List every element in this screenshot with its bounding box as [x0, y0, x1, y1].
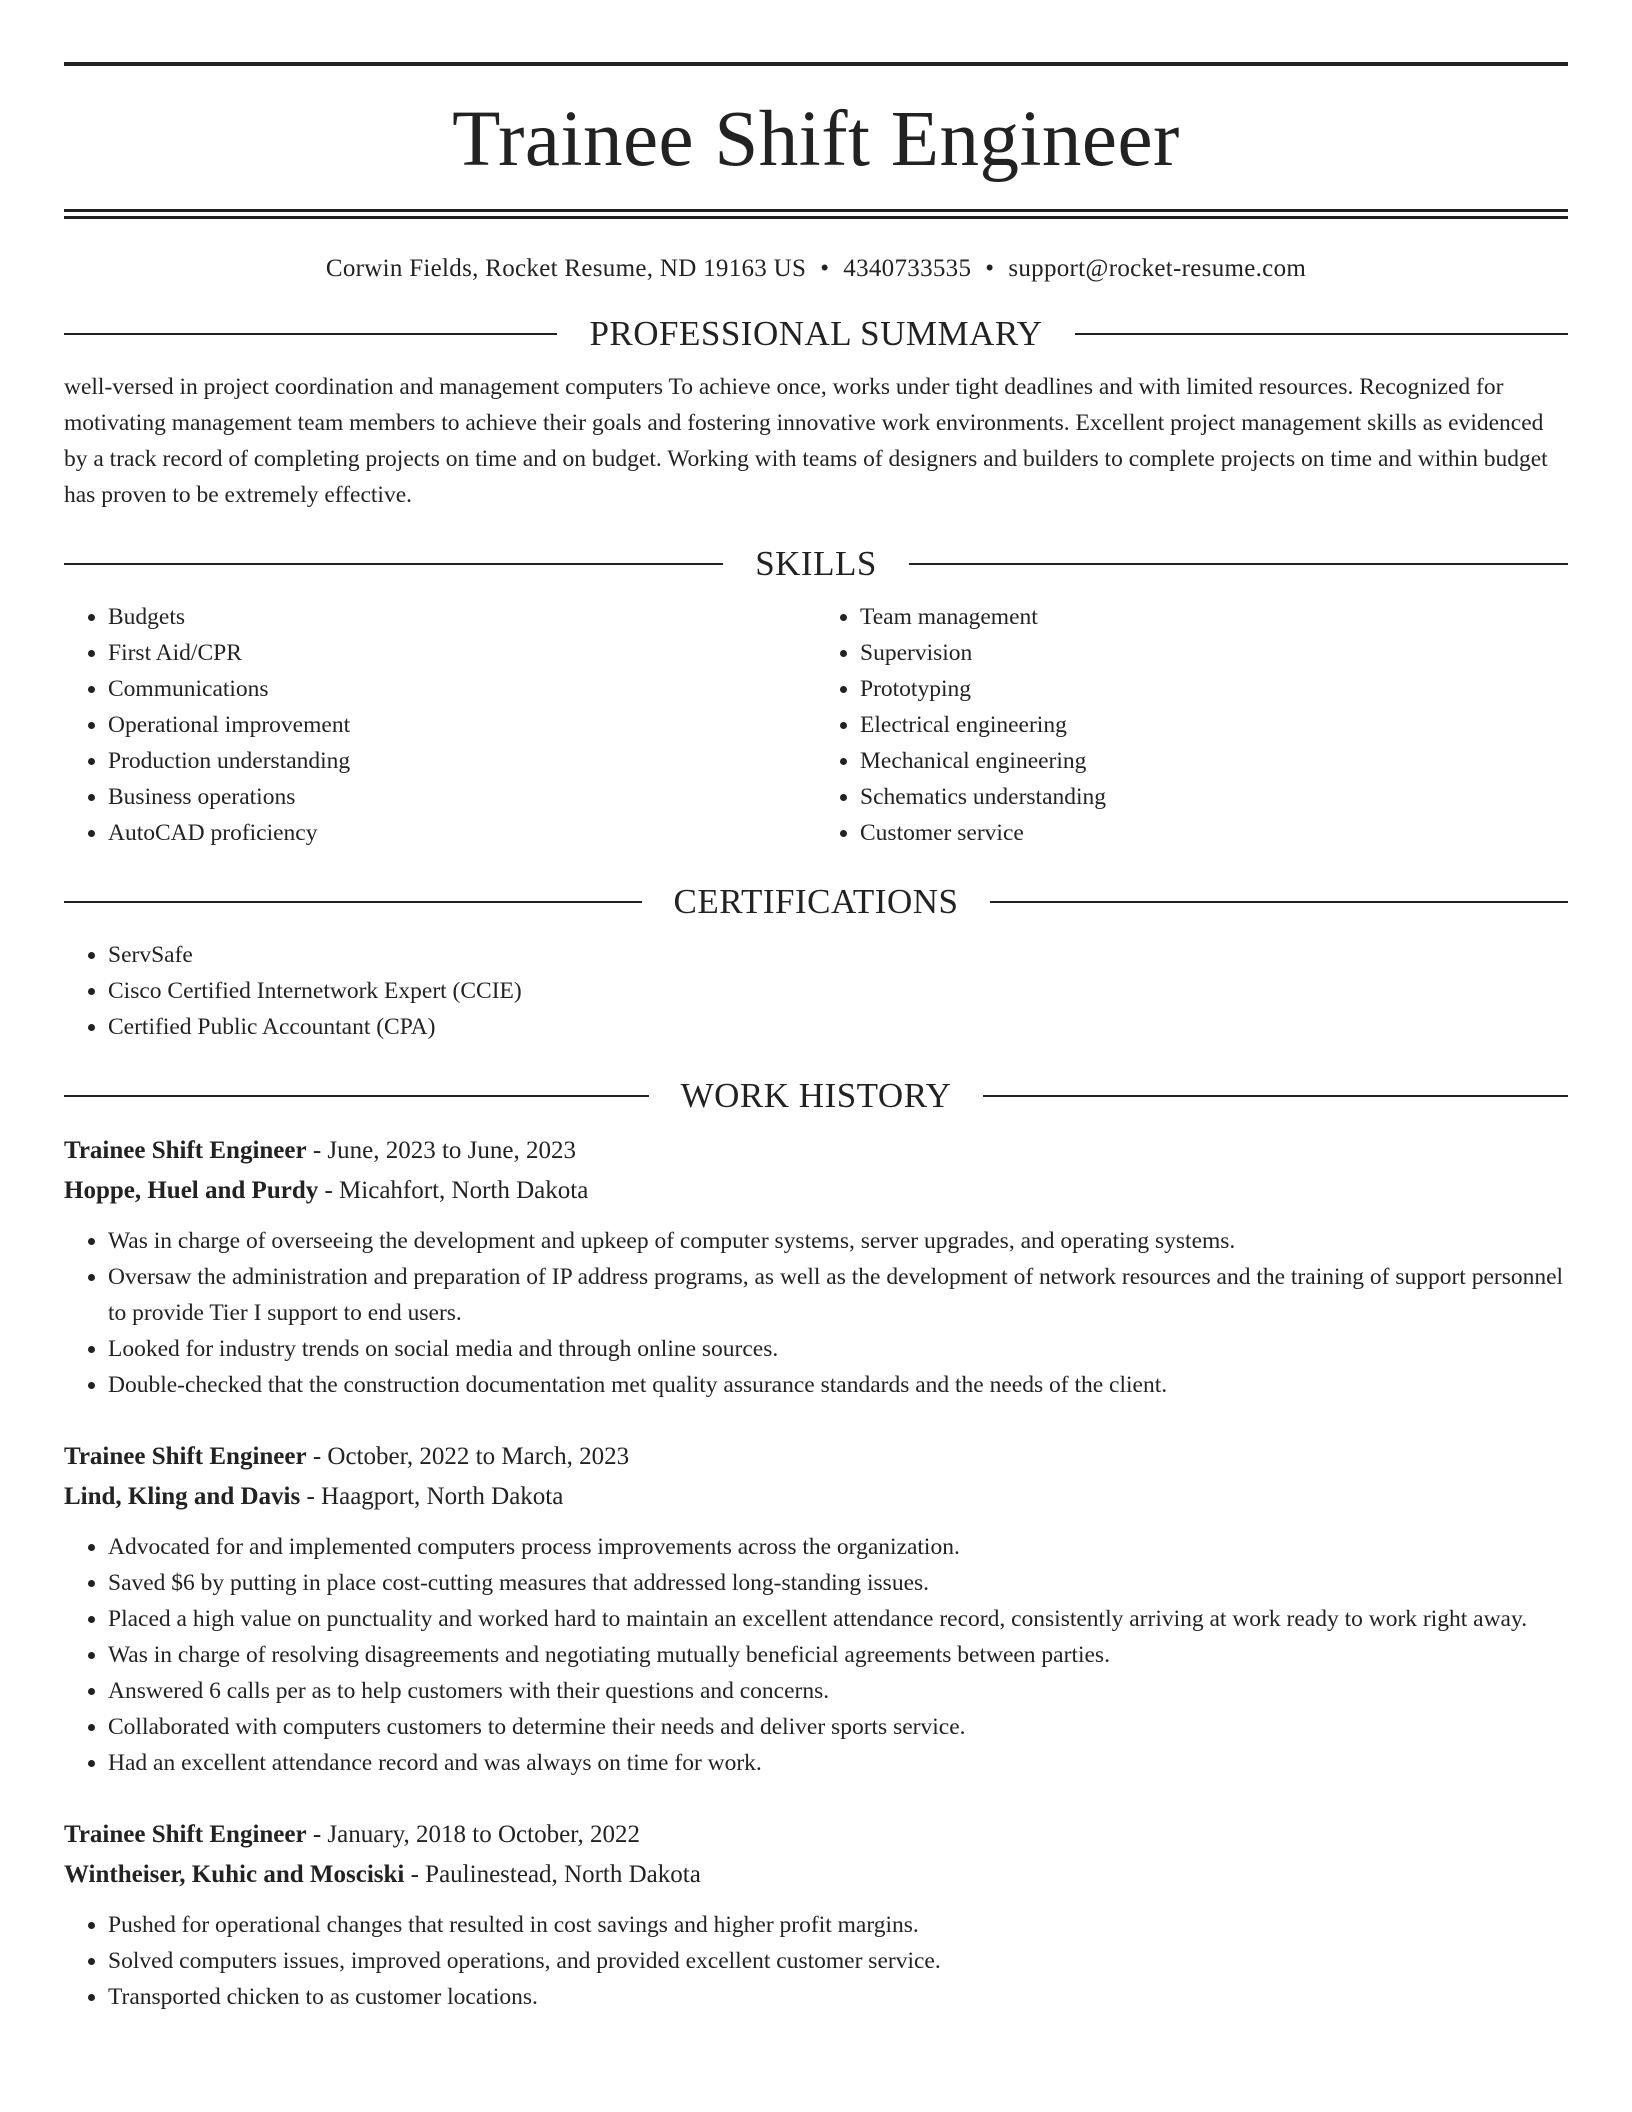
- certification-item: • Cisco Certified Internetwork Expert (CCIE): [108, 973, 1568, 1009]
- job-entry: [64, 1437, 1568, 1781]
- job-location: - Paulinestead, North Dakota: [404, 1861, 701, 1888]
- work-section-header: [64, 1075, 1568, 1117]
- job-dates: - October, 2022 to March, 2023: [306, 1443, 630, 1470]
- job-bullet: • Looked for industry trends on social media and through online sources.: [108, 1331, 1568, 1367]
- job-bullet: • Answered 6 calls per as to help customers with their questions and concerns.: [108, 1673, 1568, 1709]
- job-company: Wintheiser, Kuhic and Mosciski: [64, 1861, 405, 1888]
- summary-text: well-versed in project coordination and management computers To achieve once, works under tight deadlines and with limited resources. Recognized for motivating management team members to achieve their goals and fostering innovative work environments. Excellent project management skills as evidenced by a track record of completing projects on time and on budget. Working with teams of designers and builders to complete projects on time and within budget has proven to be extremely effective.: [64, 374, 1548, 508]
- job-bullet: • Pushed for operational changes that resulted in cost savings and higher profit margins.: [108, 1907, 1568, 1943]
- certifications-section-header: [64, 881, 1568, 923]
- skill-item: • Operational improvement: [108, 707, 816, 743]
- contact-address: Corwin Fields, Rocket Resume, ND 19163 US: [325, 255, 807, 282]
- job-bullet: • Was in charge of overseeing the development and upkeep of computer systems, server upgrades, and operating systems.: [108, 1223, 1568, 1259]
- skill-item: • Team management: [860, 599, 1568, 635]
- section-divider: [983, 1095, 1568, 1097]
- job-bullet: • Oversaw the administration and preparation of IP address programs, as well as the development of network resources and the training of support personnel to provide Tier I support to end users.: [108, 1259, 1568, 1331]
- section-divider: [64, 1095, 649, 1097]
- job-bullet: • Had an excellent attendance record and was always on time for work.: [108, 1745, 1568, 1781]
- summary-section-header: [64, 313, 1568, 355]
- job-company-line: [64, 1171, 1568, 1211]
- job-bullets: [64, 1907, 1568, 2015]
- job-bullet: • Placed a high value on punctuality and worked hard to maintain an excellent attendance record, consistently arriving at work ready to work right away.: [108, 1601, 1568, 1637]
- contact-separator: •: [985, 255, 995, 282]
- job-company: Hoppe, Huel and Purdy: [64, 1177, 319, 1204]
- certifications-heading: CERTIFICATIONS: [673, 882, 959, 921]
- skill-item: • Mechanical engineering: [860, 743, 1568, 779]
- skill-item: • Schematics understanding: [860, 779, 1568, 815]
- skills-grid: [64, 599, 1568, 851]
- contact-email[interactable]: support@rocket-resume.com: [1008, 255, 1307, 282]
- skills-list-right: [816, 599, 1568, 851]
- skill-item: • Supervision: [860, 635, 1568, 671]
- certification-item: • Certified Public Accountant (CPA): [108, 1009, 1568, 1045]
- job-title-line: [64, 1437, 1568, 1477]
- job-bullet: • Double-checked that the construction documentation met quality assurance standards and the needs of the client.: [108, 1367, 1568, 1403]
- skills-section-header: [64, 543, 1568, 585]
- job-entry: [64, 1131, 1568, 1403]
- top-rule: [64, 62, 1568, 66]
- section-divider: [64, 563, 723, 565]
- job-bullets: [64, 1223, 1568, 1403]
- job-bullet: • Transported chicken to as customer locations.: [108, 1979, 1568, 2015]
- resume-title: Trainee Shift Engineer: [452, 96, 1180, 183]
- job-title: Trainee Shift Engineer: [64, 1821, 307, 1848]
- title-double-rule: [64, 209, 1568, 219]
- job-company-line: [64, 1477, 1568, 1517]
- job-dates: - January, 2018 to October, 2022: [306, 1821, 640, 1848]
- job-location: - Haagport, North Dakota: [300, 1483, 564, 1510]
- job-bullet: • Solved computers issues, improved operations, and provided excellent customer service.: [108, 1943, 1568, 1979]
- skill-item: • AutoCAD proficiency: [108, 815, 816, 851]
- skill-item: • Business operations: [108, 779, 816, 815]
- job-bullet: • Was in charge of resolving disagreements and negotiating mutually beneficial agreements between parties.: [108, 1637, 1568, 1673]
- section-divider: [909, 563, 1568, 565]
- skill-item: • Electrical engineering: [860, 707, 1568, 743]
- section-divider: [990, 901, 1568, 903]
- skills-list-left: [64, 599, 816, 851]
- certification-item: • ServSafe: [108, 937, 1568, 973]
- job-bullet: • Collaborated with computers customers to determine their needs and deliver sports service.: [108, 1709, 1568, 1745]
- work-heading: WORK HISTORY: [680, 1076, 952, 1115]
- job-entry: [64, 1815, 1568, 2015]
- contact-phone[interactable]: 4340733535: [843, 255, 972, 282]
- skills-heading: SKILLS: [755, 544, 877, 583]
- skill-item: • Production understanding: [108, 743, 816, 779]
- section-divider: [64, 901, 642, 903]
- job-title-line: [64, 1131, 1568, 1171]
- job-bullets: [64, 1529, 1568, 1781]
- contact-line: [64, 255, 1568, 283]
- skill-item: • Communications: [108, 671, 816, 707]
- summary-heading: PROFESSIONAL SUMMARY: [589, 314, 1043, 353]
- certifications-list: [64, 937, 1568, 1045]
- job-bullet: • Advocated for and implemented computers process improvements across the organization.: [108, 1529, 1568, 1565]
- skill-item: • Prototyping: [860, 671, 1568, 707]
- job-title-line: [64, 1815, 1568, 1855]
- job-title: Trainee Shift Engineer: [64, 1137, 307, 1164]
- section-divider: [1075, 333, 1568, 335]
- job-location: - Micahfort, North Dakota: [318, 1177, 589, 1204]
- contact-separator: •: [820, 255, 830, 282]
- skill-item: • Customer service: [860, 815, 1568, 851]
- job-company: Lind, Kling and Davis: [64, 1483, 301, 1510]
- section-divider: [64, 333, 557, 335]
- job-company-line: [64, 1855, 1568, 1895]
- skill-item: • First Aid/CPR: [108, 635, 816, 671]
- job-bullet: • Saved $6 by putting in place cost-cutting measures that addressed long-standing issues.: [108, 1565, 1568, 1601]
- job-title: Trainee Shift Engineer: [64, 1443, 307, 1470]
- job-dates: - June, 2023 to June, 2023: [306, 1137, 576, 1164]
- skill-item: • Budgets: [108, 599, 816, 635]
